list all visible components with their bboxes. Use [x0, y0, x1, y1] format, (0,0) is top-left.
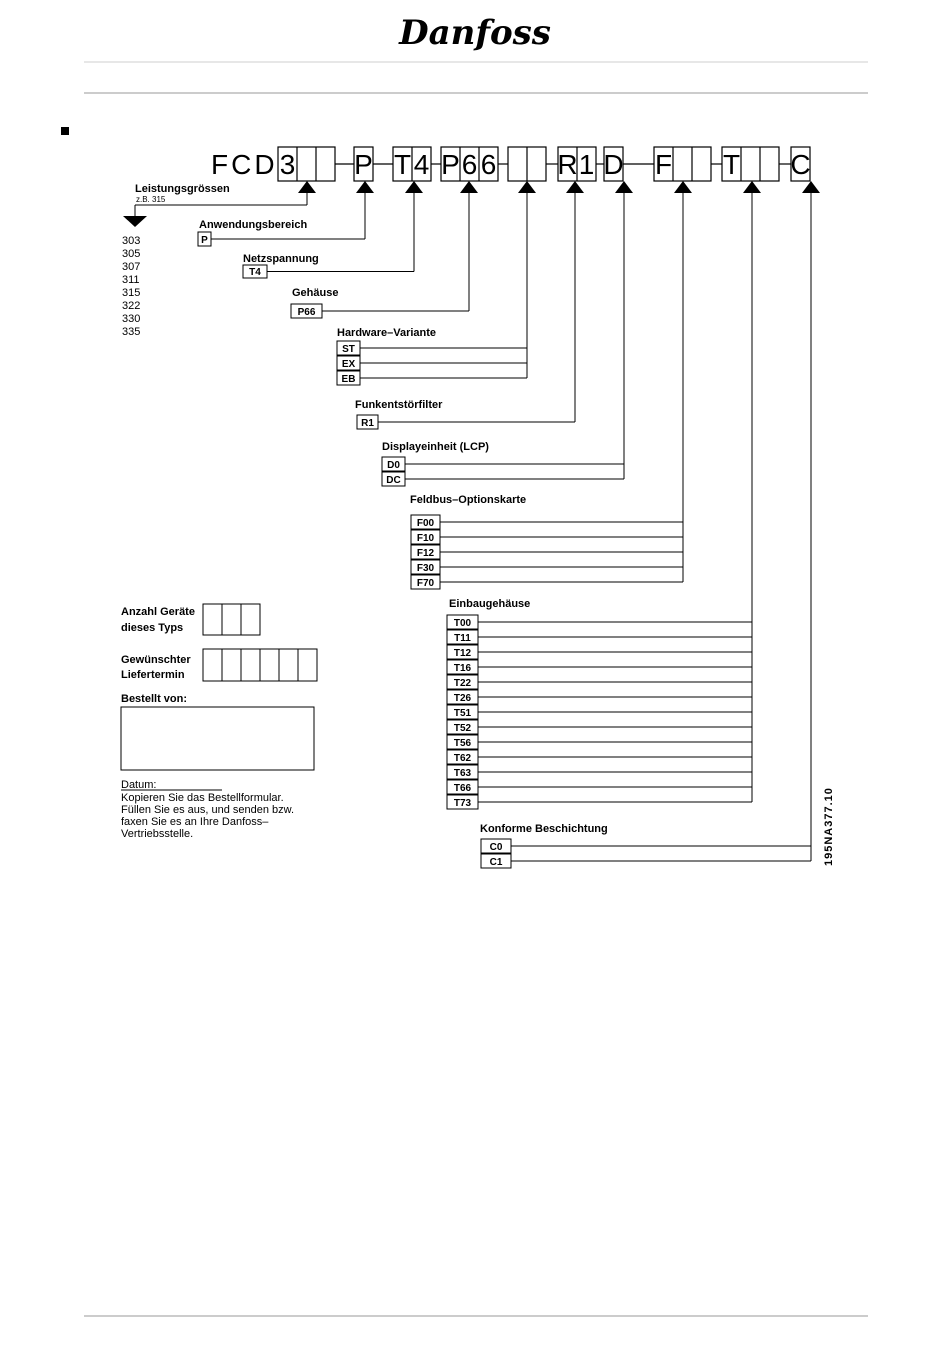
size-arrow-down — [123, 216, 147, 227]
size-arrow — [298, 181, 316, 193]
rfi-title: Funkentstörfilter — [355, 399, 443, 411]
model-cell-3-char-1: 6 — [461, 149, 478, 180]
installation-option[interactable] — [447, 705, 478, 719]
installation-option[interactable] — [447, 630, 478, 644]
fieldbus-option-label: F00 — [416, 518, 435, 529]
coating-title: Konforme Beschichtung — [480, 823, 608, 835]
datum-label: Datum: — [121, 779, 157, 791]
model-cell-6[interactable] — [603, 147, 623, 181]
hardware-option-label: EX — [341, 359, 356, 370]
hardware-arrow — [518, 181, 536, 193]
voltage-arrow — [405, 181, 423, 193]
model-cell-2[interactable] — [393, 147, 431, 181]
installation-option[interactable] — [447, 735, 478, 749]
model-cell-5[interactable] — [557, 147, 596, 181]
model-cell-1-char-0: P — [354, 149, 373, 180]
section-bullet — [61, 127, 69, 135]
coating-option[interactable] — [481, 854, 511, 868]
size-title: Leistungsgrössen — [135, 183, 230, 195]
voltage-title: Netzspannung — [243, 253, 319, 265]
size-value: 307 — [122, 261, 141, 273]
installation-option-label: T51 — [453, 708, 472, 719]
installation-option-label: T00 — [453, 618, 472, 629]
fieldbus-option[interactable] — [411, 530, 440, 544]
date-label-1: Gewünschter — [121, 654, 191, 666]
qty-label-2: dieses Typs — [121, 622, 184, 634]
installation-option-label: T66 — [453, 783, 472, 794]
model-cell-0[interactable] — [278, 147, 335, 181]
instruction-line-4: Vertriebsstelle. — [121, 828, 194, 840]
qty-label-1: Anzahl Geräte — [121, 606, 195, 618]
enclosure-option[interactable] — [291, 304, 322, 318]
danfoss-logo: Danfoss — [399, 13, 551, 53]
installation-option[interactable] — [447, 675, 478, 689]
application-arrow — [356, 181, 374, 193]
installation-arrow — [743, 181, 761, 193]
hardware-option[interactable] — [337, 341, 360, 355]
display-arrow — [615, 181, 633, 193]
instruction-line-3: faxen Sie es an Ihre Danfoss– — [121, 816, 269, 828]
ordered-by-box[interactable] — [121, 707, 314, 770]
hardware-option-label: ST — [342, 344, 355, 355]
model-cell-7[interactable] — [654, 147, 711, 181]
date-label-2: Liefertermin — [121, 669, 185, 681]
model-cell-2-char-1: 4 — [413, 149, 430, 180]
model-cell-9-char-0: C — [790, 149, 811, 180]
model-cell-1[interactable] — [354, 147, 373, 181]
fieldbus-option-label: F30 — [416, 563, 435, 574]
model-code-cells — [278, 147, 811, 181]
installation-option-label: T22 — [453, 678, 472, 689]
ordered-by-label: Bestellt von: — [121, 693, 188, 705]
model-cell-7-char-0: F — [654, 149, 673, 180]
rfi-option[interactable] — [357, 415, 378, 429]
installation-option-label: T26 — [453, 693, 472, 704]
installation-option-label: T12 — [453, 648, 472, 659]
model-cell-3-char-0: P — [441, 149, 460, 180]
rfi-arrow — [566, 181, 584, 193]
model-cell-8-char-0: T — [722, 149, 741, 180]
installation-title: Einbaugehäuse — [449, 598, 531, 610]
fieldbus-option-label: F12 — [416, 548, 435, 559]
fieldbus-option-label: F70 — [416, 578, 435, 589]
instruction-line-1: Kopieren Sie das Bestellformular. — [121, 792, 284, 804]
model-prefix: FCD — [211, 149, 278, 180]
size-value: 315 — [122, 287, 141, 299]
model-cell-5-char-1: 1 — [578, 149, 595, 180]
enclosure-option-label: P66 — [297, 307, 316, 318]
size-value: 322 — [122, 300, 141, 312]
coating-arrow — [802, 181, 820, 193]
installation-option-label: T52 — [453, 723, 472, 734]
fieldbus-arrow — [674, 181, 692, 193]
voltage-option[interactable] — [243, 265, 267, 278]
model-cell-5-char-0: R — [557, 149, 578, 180]
installation-option[interactable] — [447, 615, 478, 629]
hardware-title: Hardware–Variante — [337, 327, 437, 339]
installation-option-label: T73 — [453, 798, 472, 809]
size-value: 330 — [122, 313, 141, 325]
model-cell-0-char-0: 3 — [279, 149, 296, 180]
display-option-label: D0 — [387, 460, 400, 471]
installation-option[interactable] — [447, 765, 478, 779]
model-cell-3-char-2: 6 — [480, 149, 497, 180]
installation-option-label: T63 — [453, 768, 472, 779]
enclosure-arrow — [460, 181, 478, 193]
installation-option[interactable] — [447, 660, 478, 674]
size-value: 311 — [122, 274, 140, 286]
fieldbus-option-label: F10 — [416, 533, 435, 544]
fieldbus-option[interactable] — [411, 515, 440, 529]
model-cell-9[interactable] — [790, 147, 810, 181]
model-cell-3[interactable] — [441, 147, 498, 181]
qty-boxes[interactable] — [203, 604, 260, 635]
installation-option[interactable] — [447, 690, 478, 704]
hardware-option[interactable] — [337, 371, 360, 385]
instruction-line-2: Füllen Sie es aus, und senden bzw. — [121, 804, 295, 816]
voltage-option-label: T4 — [249, 267, 261, 278]
installation-option-label: T11 — [454, 633, 471, 644]
drawing-number: 195NA377.10 — [823, 787, 835, 866]
installation-option[interactable] — [447, 750, 478, 764]
size-value: 335 — [122, 326, 141, 338]
application-option[interactable] — [198, 232, 211, 246]
display-option[interactable] — [382, 472, 405, 486]
model-cell-8[interactable] — [722, 147, 779, 181]
fieldbus-option[interactable] — [411, 545, 440, 559]
installation-option-label: T16 — [453, 663, 472, 674]
hardware-option-label: EB — [341, 374, 356, 385]
model-cell-2-char-0: T — [393, 149, 412, 180]
installation-option[interactable] — [447, 720, 478, 734]
display-title: Displayeinheit (LCP) — [382, 441, 489, 453]
fieldbus-title: Feldbus–Optionskarte — [410, 494, 527, 506]
installation-option[interactable] — [447, 795, 478, 809]
size-value: 303 — [122, 235, 141, 247]
model-cell-6-char-0: D — [603, 149, 624, 180]
installation-option-label: T62 — [453, 753, 472, 764]
installation-option[interactable] — [447, 780, 478, 794]
display-option[interactable] — [382, 457, 405, 471]
application-option-label: P — [201, 235, 208, 246]
model-cell-4[interactable] — [508, 147, 546, 181]
size-value: 305 — [122, 248, 141, 260]
coating-option-label: C1 — [489, 857, 503, 868]
size-values — [122, 235, 140, 338]
size-example: z.B. 315 — [136, 195, 166, 204]
fieldbus-option[interactable] — [411, 560, 440, 574]
enclosure-title: Gehäuse — [292, 287, 339, 299]
hardware-option[interactable] — [337, 356, 360, 370]
rfi-option-label: R1 — [361, 418, 374, 429]
installation-option-label: T56 — [453, 738, 472, 749]
installation-option[interactable] — [447, 645, 478, 659]
fieldbus-option[interactable] — [411, 575, 440, 589]
application-title: Anwendungsbereich — [199, 219, 308, 231]
coating-option[interactable] — [481, 839, 511, 853]
coating-option-label: C0 — [489, 842, 503, 853]
delivery-date-boxes[interactable] — [203, 649, 317, 681]
display-option-label: DC — [386, 475, 401, 486]
